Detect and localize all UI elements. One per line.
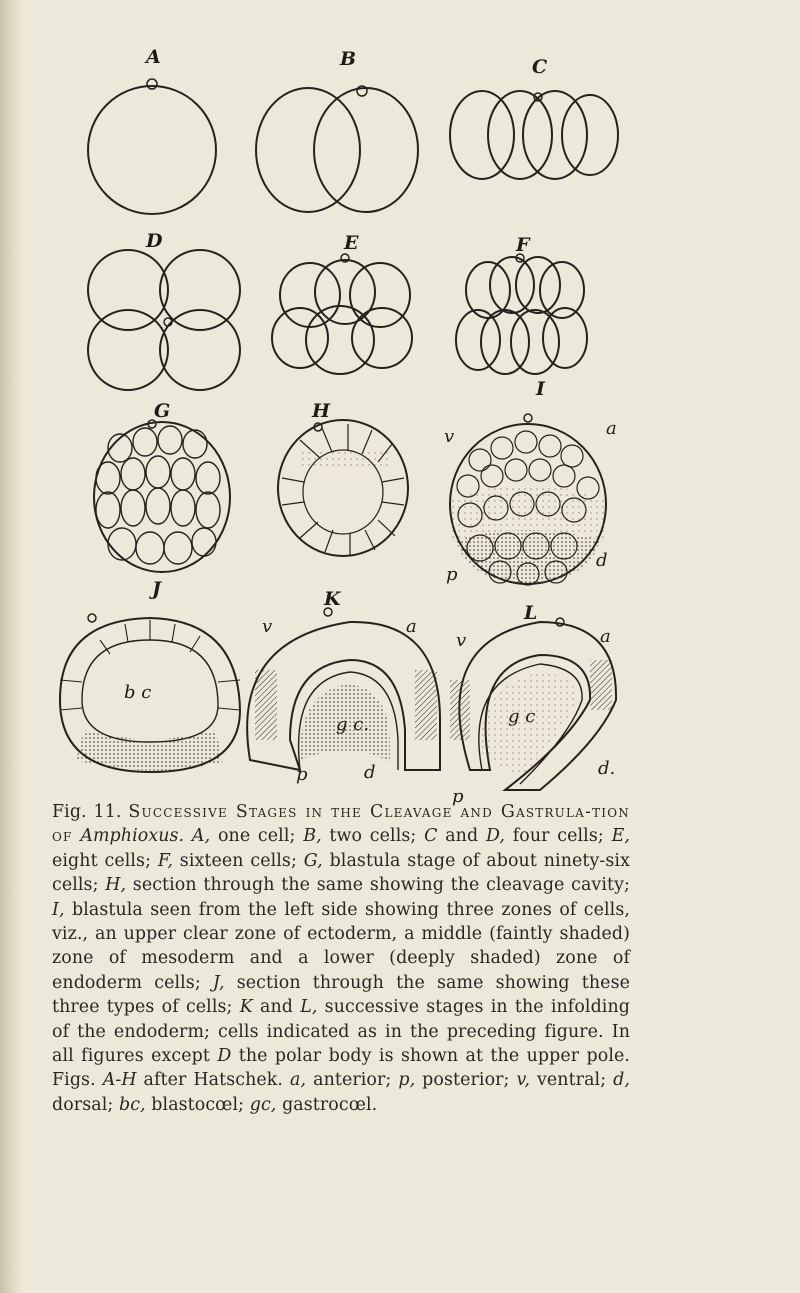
caption-key-3: D,: [485, 826, 506, 847]
caption-key-18: bc,: [118, 1094, 146, 1115]
panel-label-e: E: [344, 232, 359, 254]
label-k-v: v: [262, 616, 273, 637]
panel-label-j: J: [152, 578, 161, 600]
label-l-gc: g c: [508, 706, 536, 727]
caption-key-11: L,: [300, 997, 318, 1018]
stage-l-gastrula: [450, 618, 616, 790]
panel-label-i: I: [536, 378, 545, 400]
caption-text-6: blastula stage of about ninety-six cells;: [52, 850, 630, 896]
caption-text-5: sixteen cells;: [172, 850, 304, 871]
panel-label-c: C: [532, 56, 548, 78]
caption-text-15: posterior;: [415, 1070, 517, 1091]
caption-key-15: p,: [398, 1070, 416, 1091]
stage-d-four-cells: [88, 250, 240, 390]
caption-text-0: one cell;: [210, 826, 304, 847]
caption-text-1: two cells;: [321, 826, 425, 847]
panel-label-g: G: [154, 400, 171, 422]
caption-fig-number: Fig. 11.: [52, 802, 122, 822]
caption-key-12: D: [217, 1046, 232, 1067]
panel-label-k: K: [324, 588, 341, 610]
caption-text-19: gastrocœl.: [276, 1094, 378, 1115]
label-k-a: a: [406, 616, 417, 637]
caption-key-0: A,: [191, 826, 211, 847]
panel-label-h: H: [312, 400, 330, 422]
caption-key-7: H,: [105, 875, 127, 896]
label-l-a: a: [600, 626, 611, 647]
caption-text-7: section through the same showing the cleavage cavity;: [126, 875, 630, 896]
caption-genus: Amphioxus.: [80, 826, 185, 847]
stage-i-blastula-zones: [450, 414, 606, 585]
caption-key-4: E,: [611, 826, 630, 847]
caption-text-3: four cells;: [505, 826, 612, 847]
panel-label-a: A: [146, 46, 161, 68]
caption-text-8: blastula seen from the left side showing three zones of cells, viz., an upper clear zone of ectoderm, a middle (faintly shaded) zone of mesoderm and a lower (deeply shaded) zone of endoderm cells;: [52, 899, 630, 993]
caption-text-11: successive stages in the infolding of the endoderm; cells indicated as in the preceding figure. In all figures except: [52, 997, 631, 1067]
caption-text-17: dorsal;: [52, 1094, 119, 1115]
label-j-bc: b c: [124, 682, 152, 703]
label-i-v: v: [444, 426, 455, 447]
stage-a-one-cell: [88, 79, 216, 214]
caption-text-16: ventral;: [529, 1070, 614, 1091]
caption-key-5: F,: [157, 850, 173, 871]
panel-label-d: D: [146, 230, 163, 252]
caption-text-13: after Hatschek.: [136, 1070, 291, 1091]
label-l-d: d.: [598, 758, 616, 779]
caption-key-1: B,: [303, 826, 322, 847]
caption-text-10: and: [252, 997, 301, 1018]
caption-key-10: K: [239, 997, 253, 1018]
caption-text-12: the polar body is shown at the upper pole. Figs.: [52, 1046, 630, 1091]
label-l-p: p: [452, 786, 464, 807]
caption-text-2: and: [437, 826, 486, 847]
caption-text-18: blastocœl;: [145, 1094, 250, 1115]
caption-heading: Successive Stages in the Cleavage and Gastrula-tion of: [52, 802, 630, 847]
panel-label-f: F: [516, 234, 530, 256]
label-i-p: p: [446, 564, 458, 585]
stage-h-blastula-section: [278, 420, 408, 556]
label-k-d: d: [364, 762, 376, 783]
caption-key-19: gc,: [249, 1094, 277, 1115]
stage-b-two-cells: [256, 86, 418, 212]
stage-g-blastula: [94, 420, 230, 572]
caption-key-14: a,: [290, 1070, 307, 1091]
caption-text-9: section through the same showing these three types of cells;: [52, 972, 630, 1018]
panel-label-l: L: [524, 602, 538, 624]
caption-text-14: anterior;: [306, 1070, 399, 1091]
caption-text-4: eight cells;: [52, 850, 158, 871]
caption-key-2: C: [424, 826, 438, 847]
figure-caption: [52, 800, 630, 1117]
panel-label-b: B: [340, 48, 357, 70]
caption-key-16: v,: [516, 1070, 530, 1091]
caption-body: [52, 826, 630, 1114]
caption-key-8: I,: [52, 899, 65, 920]
stage-e-eight-cells: [272, 254, 412, 374]
label-i-d: d: [596, 550, 608, 571]
caption-key-9: J,: [212, 972, 225, 993]
caption-key-17: d,: [613, 1070, 630, 1091]
label-i-a: a: [606, 418, 617, 439]
caption-key-13: A-H: [102, 1070, 137, 1091]
caption-key-6: G,: [303, 850, 323, 871]
stage-f-sixteen-cells: [456, 254, 587, 374]
stage-c-four-cells: [450, 91, 618, 179]
label-k-gc: g c.: [336, 714, 370, 735]
label-l-v: v: [456, 630, 467, 651]
label-k-p: p: [296, 764, 308, 785]
